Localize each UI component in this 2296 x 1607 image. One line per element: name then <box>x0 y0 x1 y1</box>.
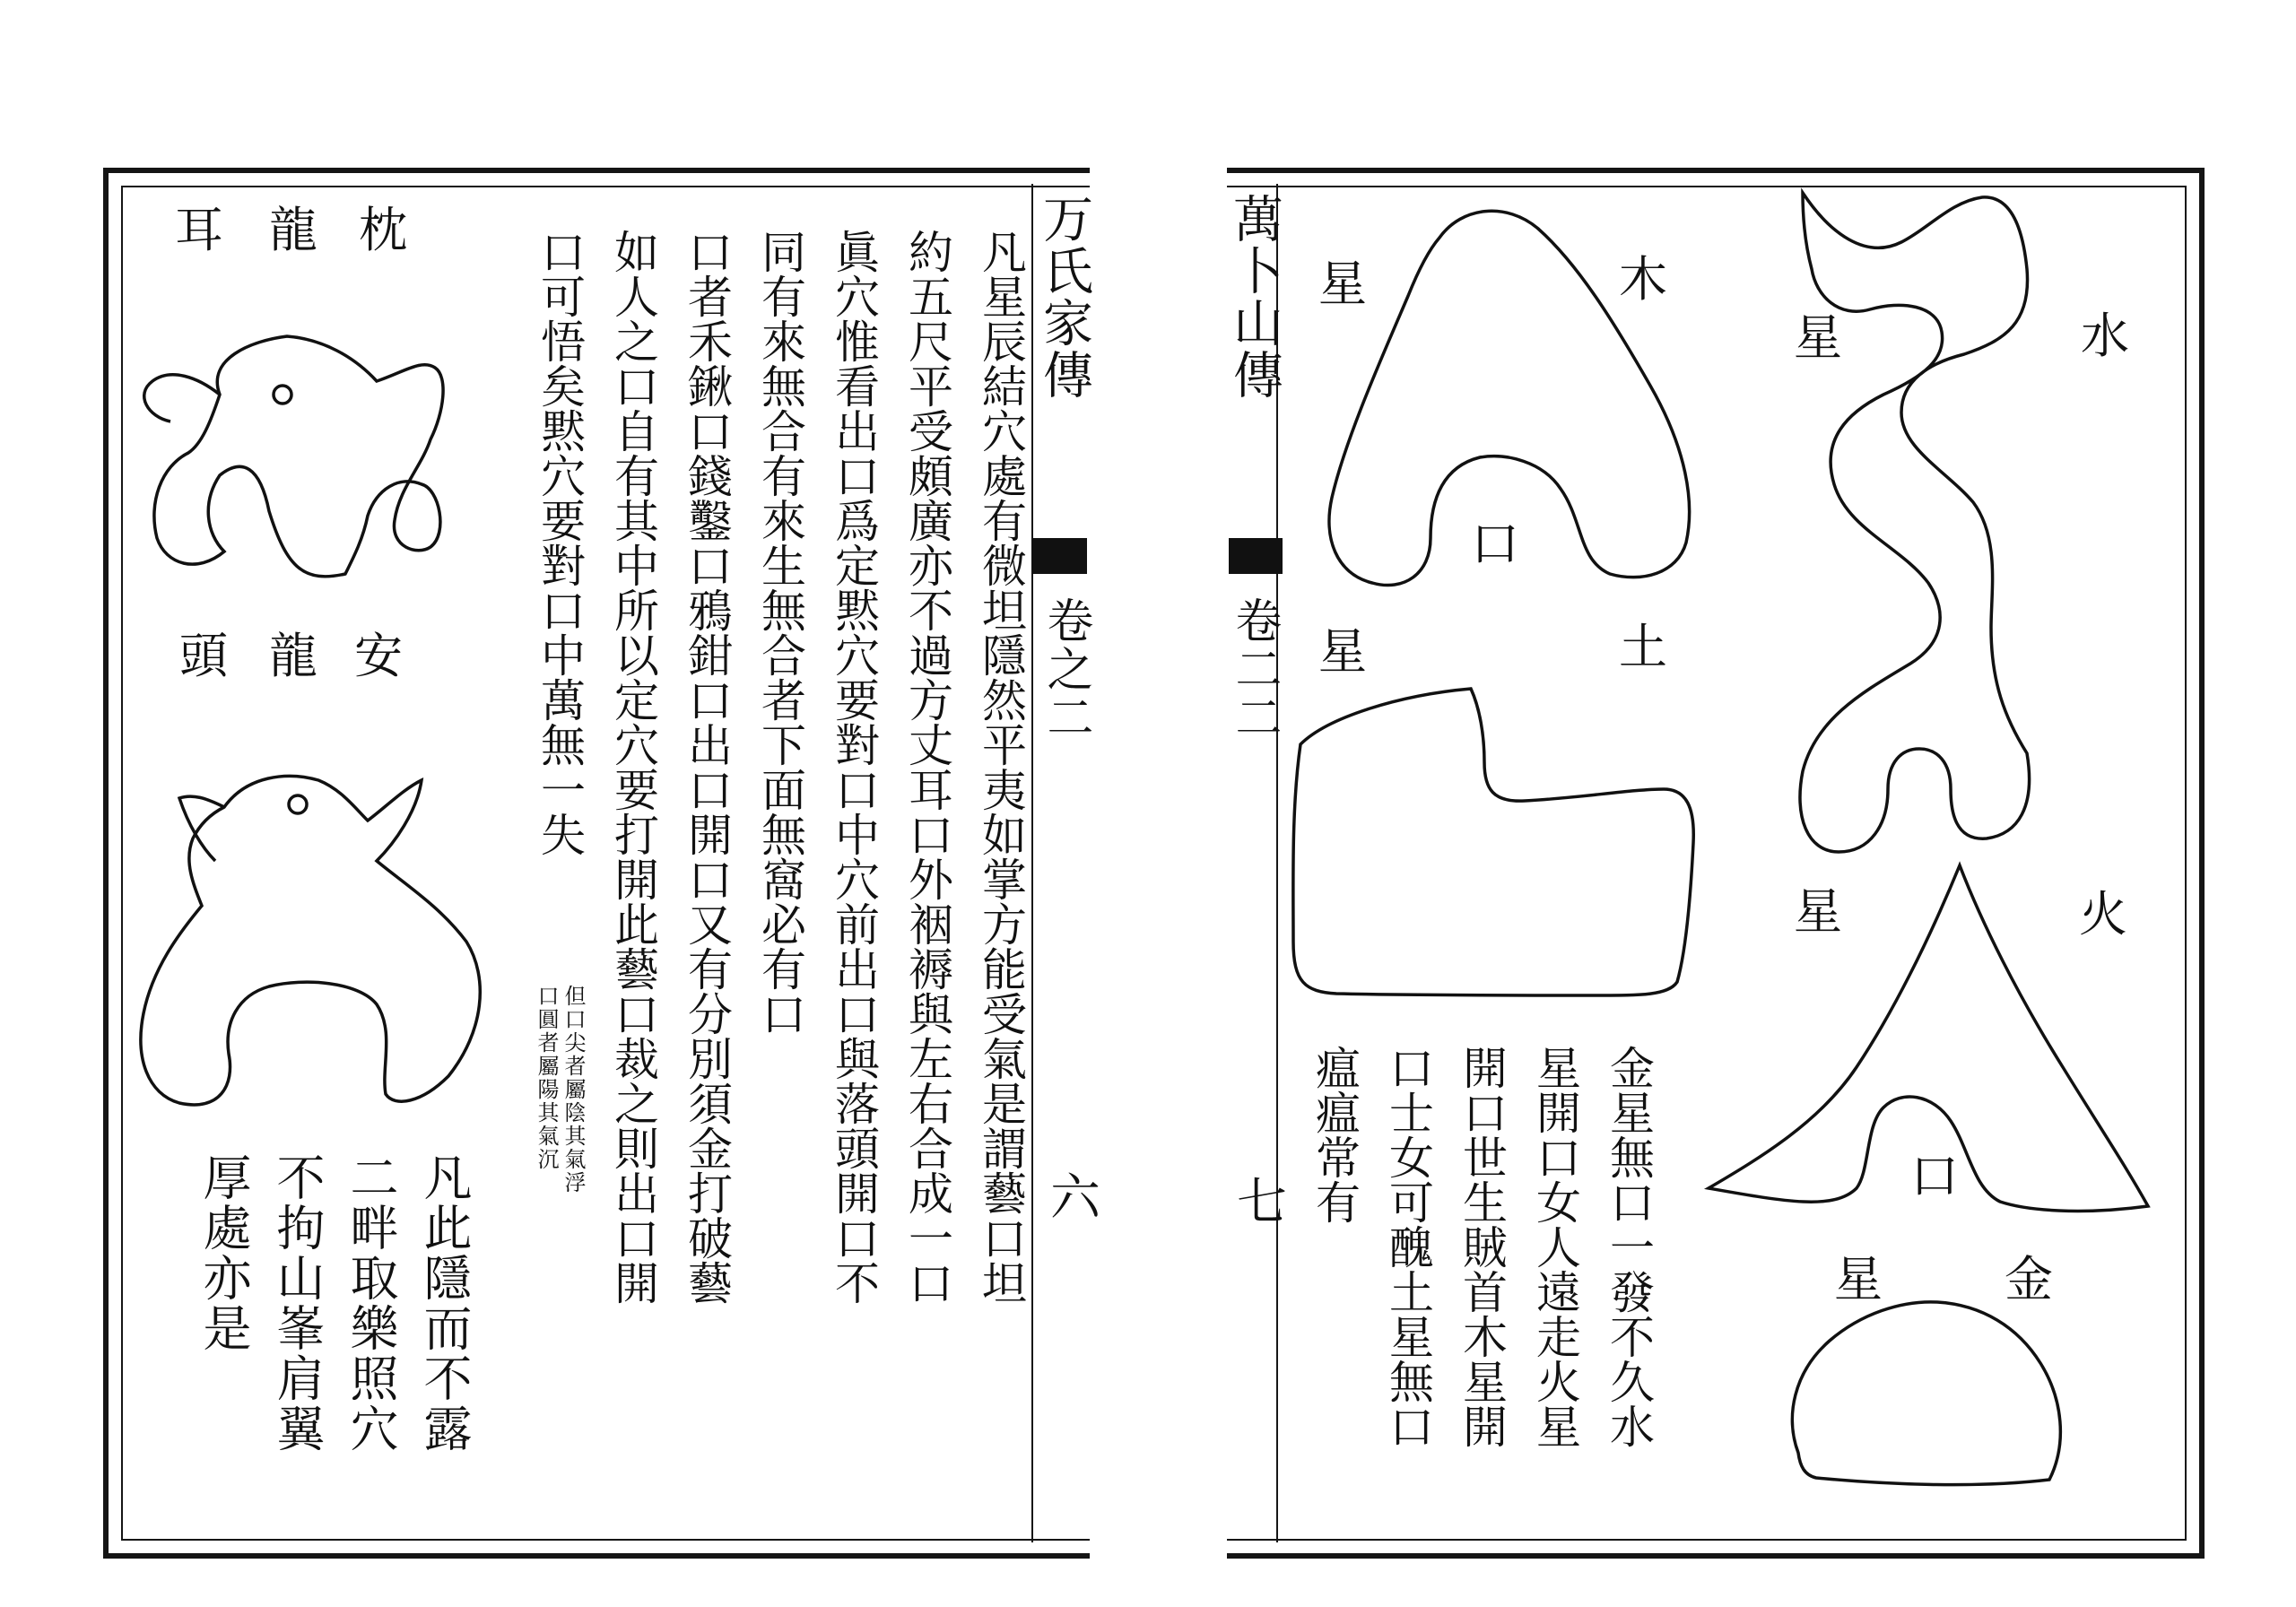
label-er: 耳 <box>175 202 223 258</box>
right-margin-page-number: 七 <box>1229 1175 1287 1227</box>
label-tou: 頭 <box>179 628 228 684</box>
left-margin-page-number: 六 <box>1042 1170 1100 1222</box>
label-mu-kou: 口 <box>1471 516 1519 572</box>
diagram-note-col-2: 二畔取樂照穴 <box>343 1152 399 1454</box>
right-text-col-4: 口士女可醜土星無口 <box>1382 1045 1434 1448</box>
left-margin-volume: 卷之二 <box>1039 596 1092 742</box>
left-text-col-2: 約五尺平受頗廣亦不過方丈耳口外裀褥與左右合成一口 <box>901 229 953 1305</box>
label-tu: 土 <box>1619 619 1667 675</box>
diagram-note-col-3: 不拘山峯肩翼 <box>269 1152 326 1454</box>
label-zhen: 枕 <box>359 202 407 258</box>
left-text-col-5: 口者禾鍬口錢鑿口鴉鉗口出口開口又有分別須金打破藝 <box>681 229 733 1305</box>
right-text-col-3: 開口世生賊首木星開 <box>1456 1045 1508 1448</box>
label-jin-xing: 星 <box>1834 1251 1883 1307</box>
tu-xing-shape <box>1293 689 1693 995</box>
label-long-2: 龍 <box>269 628 317 684</box>
label-mu-xing: 星 <box>1318 256 1367 312</box>
left-text-col-4: 同有來無合有來生無合者下面無窩必有口 <box>754 229 806 1036</box>
right-text-col-2: 星開口女人遠走火星 <box>1529 1045 1581 1448</box>
right-text-col-5: 瘟瘟常有 <box>1309 1045 1361 1224</box>
label-shui-xing: 星 <box>1794 309 1842 366</box>
left-text-col-7: 口可悟矣黙穴要對口中萬無一失 <box>534 229 586 856</box>
left-text-annotation-2: 口圓者屬陽其氣沉 <box>534 985 559 1171</box>
left-text-col-6: 如人之口自有其中所以定穴要打開此藝口裁之則出口開 <box>607 229 659 1305</box>
left-text-col-3: 眞穴惟看出口爲定黙穴要對口中穴前出口與落頭開口不 <box>828 229 880 1305</box>
mu-xing-shape <box>1329 211 1690 585</box>
left-text-annotation-1: 但口尖者屬陰其氣浮 <box>561 985 586 1194</box>
left-text-col-1: 凡星辰結穴處有微坦隱然平夷如掌方能受氣是謂藝口坦 <box>975 229 1027 1305</box>
label-an: 安 <box>354 628 403 684</box>
label-shui: 水 <box>2081 308 2129 364</box>
diagram-note-col-1: 凡此隱而不露 <box>416 1152 473 1454</box>
right-margin-title: 萬卜山傳 <box>1225 193 1283 401</box>
label-long-1: 龍 <box>269 202 317 258</box>
shui-xing-shape <box>1800 193 2030 852</box>
left-margin-title: 万氏家傳 <box>1035 193 1093 401</box>
label-mu: 木 <box>1619 251 1667 308</box>
right-text-col-1: 金星無口一發不久水 <box>1603 1045 1655 1448</box>
label-jin: 金 <box>2005 1251 2053 1307</box>
label-huo: 火 <box>2079 886 2127 942</box>
diagram-note-col-4: 厚處亦是 <box>196 1152 252 1353</box>
jin-xing-shape <box>1792 1302 2060 1485</box>
label-tu-xing: 星 <box>1318 623 1367 680</box>
right-margin-volume: 卷二二 <box>1227 596 1281 742</box>
huo-xing-shape <box>1709 865 2148 1211</box>
label-huo-xing: 星 <box>1794 883 1842 940</box>
label-huo-kou: 口 <box>1910 1148 1959 1204</box>
